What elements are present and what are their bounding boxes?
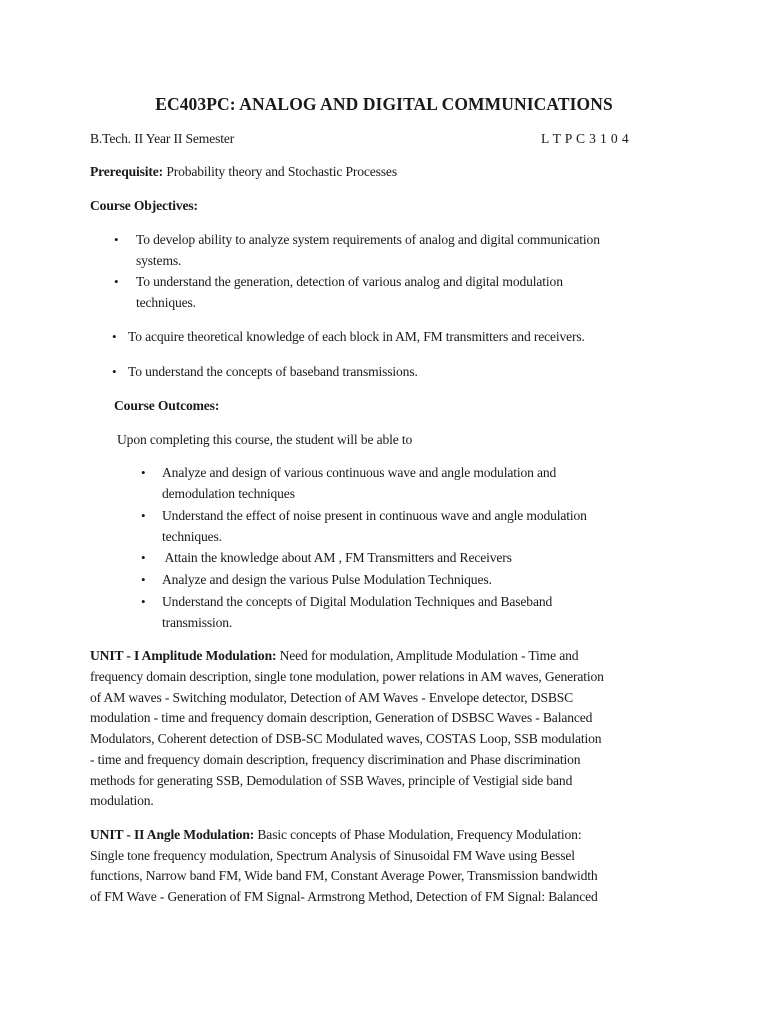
objective-item-3: To acquire theoretical knowledge of each block in AM, FM transmitters and receivers. xyxy=(128,329,585,344)
course-title: EC403PC: ANALOG AND DIGITAL COMMUNICATIONS xyxy=(155,94,613,114)
unit2-line-1: Basic concepts of Phase Modulation, Frequency Modulation: xyxy=(257,827,582,842)
unit1-line-7: methods for generating SSB, Demodulation of SSB Waves, principle of Vestigial side band xyxy=(90,773,573,788)
unit1-label: UNIT - I Amplitude Modulation: xyxy=(90,648,277,663)
unit2-line-3: functions, Narrow band FM, Wide band FM, Constant Average Power, Transmission bandwidth xyxy=(90,868,598,883)
prerequisite-text: Probability theory and Stochastic Processes xyxy=(166,164,397,179)
bullet-icon: • xyxy=(112,364,117,379)
bullet-icon: • xyxy=(112,329,117,344)
outcome-item-2-line-1: Understand the effect of noise present in continuous wave and angle modulation xyxy=(162,508,587,523)
prerequisite-label: Prerequisite: xyxy=(90,164,164,179)
outcome-item-1-line-1: Analyze and design of various continuous wave and angle modulation and xyxy=(162,465,557,480)
bullet-icon: • xyxy=(141,572,146,587)
objectives-heading: Course Objectives: xyxy=(90,198,198,213)
objective-item-1-line-1: To develop ability to analyze system requirements of analog and digital communication xyxy=(136,232,600,247)
objective-item-1-line-2: systems. xyxy=(136,253,182,268)
outcome-item-5-line-1: Understand the concepts of Digital Modulation Techniques and Baseband xyxy=(162,594,553,609)
outcomes-heading: Course Outcomes: xyxy=(114,398,220,413)
outcomes-intro: Upon completing this course, the student will be able to xyxy=(117,432,413,447)
unit1-line-4: modulation - time and frequency domain description, Generation of DSBSC Waves - Balanced xyxy=(90,710,593,725)
prerequisite-line xyxy=(90,162,397,183)
outcome-item-1-line-2: demodulation techniques xyxy=(162,486,295,501)
program-label: B.Tech. II Year II Semester xyxy=(90,131,235,146)
unit1-line-3: of AM waves - Switching modulator, Detection of AM Waves - Envelope detector, DSBSC xyxy=(90,690,574,705)
credits-label: L T P C 3 1 0 4 xyxy=(541,131,629,146)
unit1-line-8: modulation. xyxy=(90,793,154,808)
unit1-line-2: frequency domain description, single tone modulation, power relations in AM waves, Generation xyxy=(90,669,604,684)
unit2-line-2: Single tone frequency modulation, Spectrum Analysis of Sinusoidal FM Wave using Bessel xyxy=(90,848,575,863)
unit1-line-5: Modulators, Coherent detection of DSB-SC Modulated waves, COSTAS Loop, SSB modulation xyxy=(90,731,602,746)
unit2-label: UNIT - II Angle Modulation: xyxy=(90,827,255,842)
bullet-icon: • xyxy=(114,232,119,247)
unit1-line-6: - time and frequency domain description, frequency discrimination and Phase discrimination xyxy=(90,752,581,767)
bullet-icon: • xyxy=(141,465,146,480)
unit1-line-1: Need for modulation, Amplitude Modulation - Time and xyxy=(279,648,579,663)
bullet-icon: • xyxy=(141,594,146,609)
unit1-first-line xyxy=(90,646,578,667)
outcome-item-3: Attain the knowledge about AM , FM Transmitters and Receivers xyxy=(162,550,512,565)
unit2-first-line xyxy=(90,825,581,846)
bullet-icon: • xyxy=(141,550,146,565)
outcome-item-2-line-2: techniques. xyxy=(162,529,222,544)
unit2-line-4: of FM Wave - Generation of FM Signal- Armstrong Method, Detection of FM Signal: Balanced xyxy=(90,889,598,904)
objective-item-2-line-2: techniques. xyxy=(136,295,196,310)
outcome-item-4: Analyze and design the various Pulse Modulation Techniques. xyxy=(162,572,492,587)
bullet-icon: • xyxy=(141,508,146,523)
objective-item-4: To understand the concepts of baseband transmissions. xyxy=(128,364,418,379)
bullet-icon: • xyxy=(114,274,119,289)
outcome-item-5-line-2: transmission. xyxy=(162,615,233,630)
objective-item-2-line-1: To understand the generation, detection of various analog and digital modulation xyxy=(136,274,563,289)
